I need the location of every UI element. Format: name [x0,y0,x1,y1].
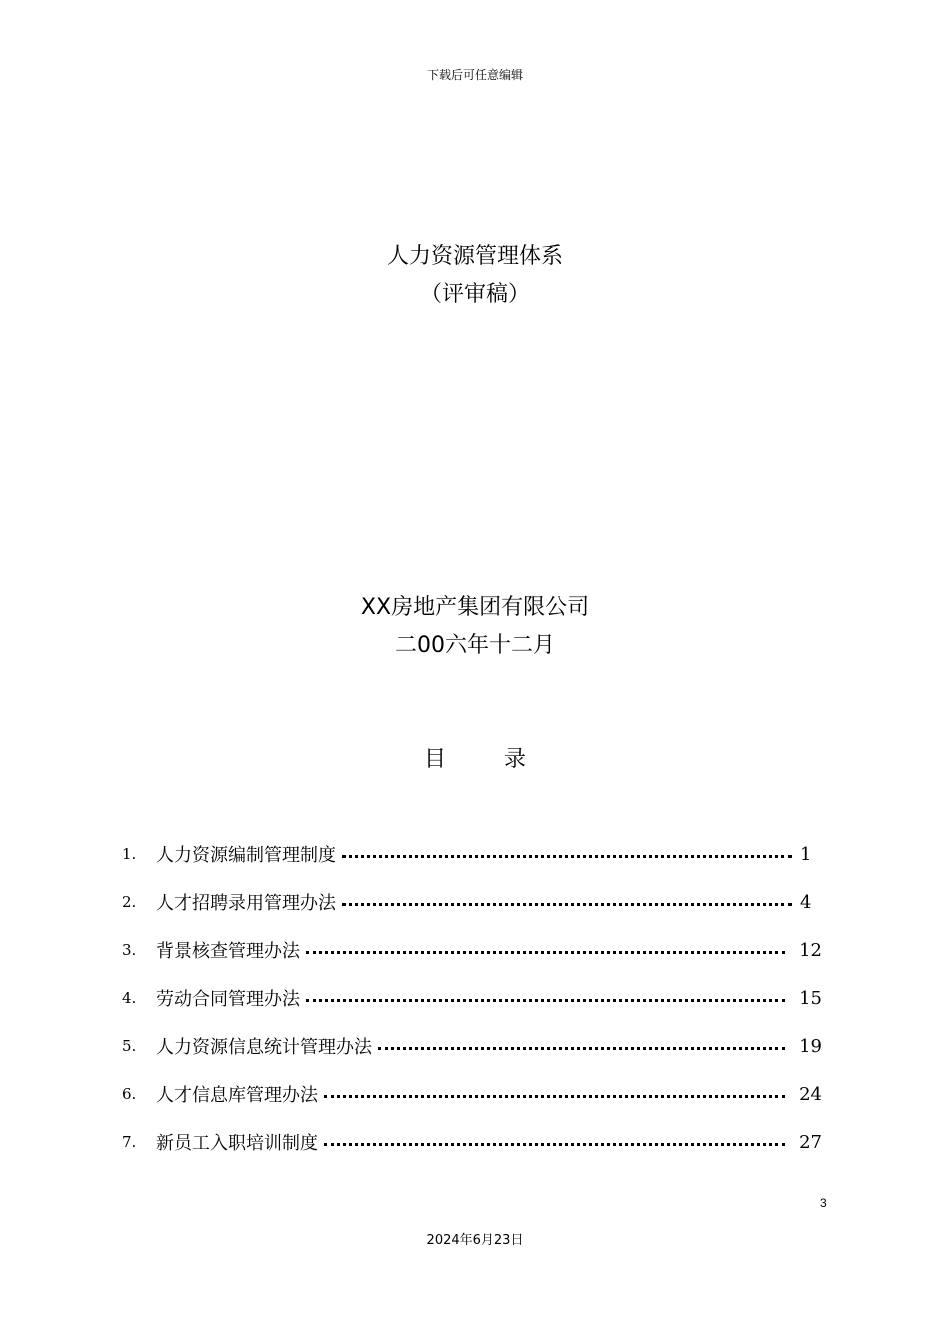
page-footer-date: 2024年6月23日 [426,1233,524,1248]
toc-item-title: 人才招聘录用管理办法 [156,893,336,914]
toc-heading-right: 录 [504,747,527,772]
toc-item-number: 1. [122,845,137,863]
toc-item-number: 7. [122,1133,137,1151]
toc-item-page: 12 [799,939,822,961]
toc-dot-leader [306,951,785,954]
toc-item-title: 人力资源编制管理制度 [156,845,336,866]
page-number: 3 [820,1196,827,1210]
toc-dot-leader [306,999,785,1002]
toc-item-number: 2. [122,893,137,911]
toc-item-number: 6. [122,1085,137,1103]
toc-item-title: 背景核查管理办法 [156,941,300,962]
toc-dot-leader [342,903,792,906]
toc-item-number: 5. [122,1037,137,1055]
toc-heading-left: 目 [423,747,446,772]
toc-item[interactable] [122,830,822,878]
toc-dot-leader [342,855,792,858]
title-block [0,238,950,314]
toc-item[interactable] [122,1070,822,1118]
toc-item-number: 4. [122,989,137,1007]
company-block [0,589,950,665]
toc-item-number: 3. [122,941,137,959]
document-title: 人力资源管理体系 [386,244,563,269]
toc-item-page: 24 [799,1083,822,1105]
toc-item-title: 人才信息库管理办法 [156,1085,318,1106]
toc-item[interactable] [122,1118,822,1166]
toc-dot-leader [324,1095,785,1098]
issue-date: 二00六年十二月 [395,633,555,658]
toc-item-title: 新员工入职培训制度 [156,1133,318,1154]
toc-item-title: 劳动合同管理办法 [156,989,300,1010]
toc-item[interactable] [122,1022,822,1070]
table-of-contents [122,830,822,1166]
toc-item[interactable] [122,926,822,974]
company-name: XX房地产集团有限公司 [360,595,590,620]
toc-dot-leader [324,1143,785,1146]
toc-heading [0,742,950,773]
toc-item-title: 人力资源信息统计管理办法 [156,1037,372,1058]
page-header: 下载后可任意编辑 [426,68,523,82]
toc-item-page: 4 [800,891,812,913]
toc-item-page: 27 [799,1131,822,1153]
toc-dot-leader [378,1047,785,1050]
toc-item-page: 15 [799,987,822,1009]
toc-item-page: 1 [800,843,812,865]
toc-item[interactable] [122,878,822,926]
toc-item-page: 19 [799,1035,822,1057]
document-subtitle: （评审稿） [419,282,530,307]
toc-item[interactable] [122,974,822,1022]
